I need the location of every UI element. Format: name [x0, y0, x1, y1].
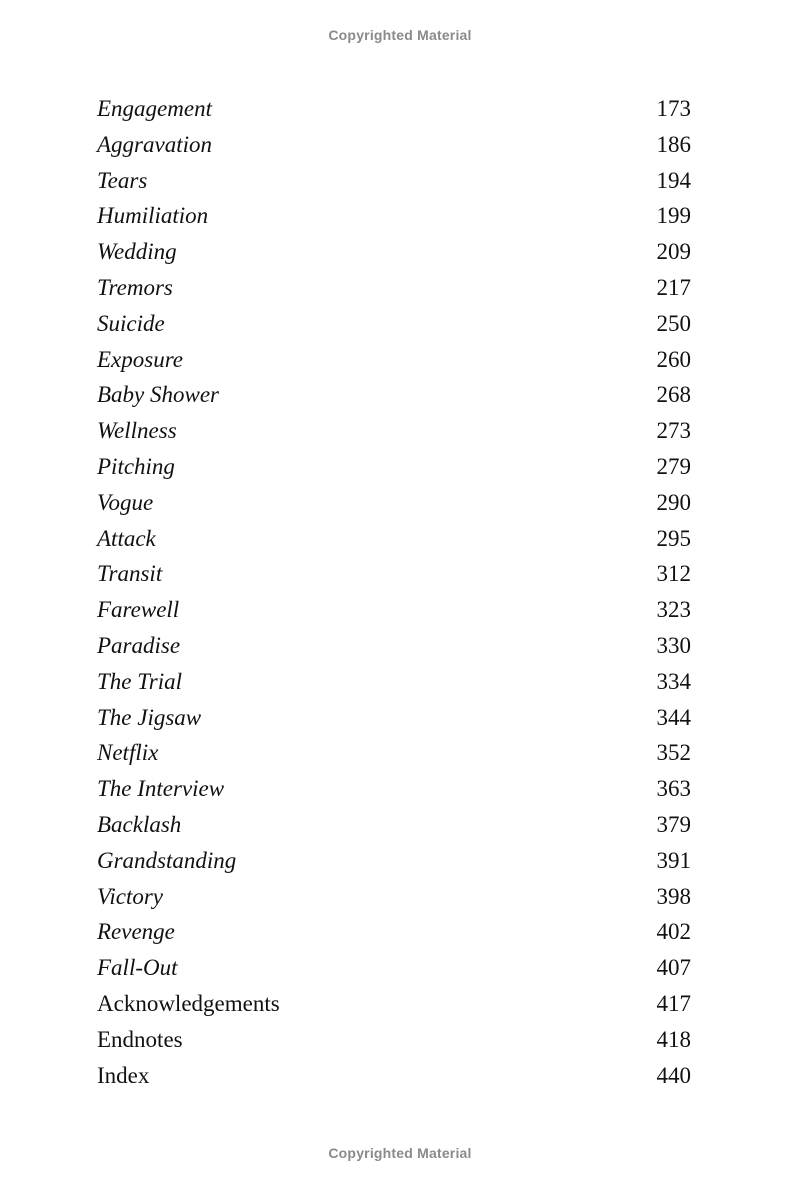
toc-entry-title: Farewell — [97, 597, 180, 623]
toc-entry-page-number: 363 — [656, 776, 691, 802]
toc-entry — [97, 771, 691, 807]
toc-entry — [97, 413, 691, 449]
copyright-watermark-top: Copyrighted Material — [328, 27, 472, 43]
toc-entry-page-number: 217 — [656, 274, 691, 300]
toc-entry — [97, 1022, 691, 1058]
toc-entry-page-number: 391 — [656, 847, 691, 873]
toc-entry-page-number: 379 — [656, 811, 691, 837]
toc-entry — [97, 950, 691, 986]
toc-entry — [97, 556, 691, 592]
toc-entry — [97, 449, 691, 485]
toc-entry-title: Vogue — [97, 489, 154, 515]
toc-entry-title: Wedding — [97, 239, 177, 265]
toc-entry-title: Aggravation — [97, 131, 212, 157]
toc-entry-page-number: 312 — [656, 561, 691, 587]
toc-entry-title: The Trial — [97, 668, 183, 694]
toc-entry-title: Endnotes — [97, 1026, 183, 1052]
toc-entry — [97, 914, 691, 950]
toc-entry — [97, 91, 691, 127]
toc-entry-page-number: 173 — [656, 96, 691, 121]
toc-entry-page-number: 268 — [656, 382, 691, 408]
toc-entry-title: Fall-Out — [97, 955, 178, 981]
toc-entry-page-number: 330 — [656, 632, 691, 658]
toc-entry — [97, 664, 691, 700]
toc-entry-title: Tremors — [97, 274, 173, 300]
toc-entry — [97, 521, 691, 557]
toc-entry-title: Paradise — [97, 632, 181, 658]
toc-entry-title: The Jigsaw — [97, 704, 202, 730]
toc-entry-title: The Interview — [97, 776, 225, 802]
toc-entry-page-number: 417 — [656, 990, 691, 1016]
toc-entry-page-number: 440 — [656, 1062, 691, 1088]
toc-entry-title: Wellness — [97, 418, 177, 444]
toc-entry-page-number: 352 — [656, 740, 691, 766]
toc-entry-page-number: 295 — [656, 525, 691, 551]
toc-entry-page-number: 418 — [656, 1026, 691, 1052]
toc-entry-title: Transit — [97, 561, 163, 587]
table-of-contents — [97, 91, 691, 1093]
toc-entry — [97, 198, 691, 234]
toc-entry-title: Suicide — [97, 310, 165, 336]
toc-entry — [97, 342, 691, 378]
toc-entry-page-number: 186 — [656, 131, 691, 157]
toc-entry-title: Index — [97, 1062, 150, 1088]
toc-entry-title: Exposure — [97, 346, 184, 372]
toc-entry-title: Victory — [97, 883, 163, 909]
toc-entry-title: Baby Shower — [97, 382, 220, 408]
toc-entry-title: Acknowledgements — [97, 990, 280, 1016]
toc-entry — [97, 1058, 691, 1094]
copyright-watermark-bottom: Copyrighted Material — [328, 1145, 472, 1161]
toc-entry-page-number: 407 — [656, 955, 691, 981]
toc-entry-title: Backlash — [97, 811, 182, 837]
toc-entry-title: Revenge — [97, 919, 175, 945]
toc-entry-page-number: 398 — [656, 883, 691, 909]
toc-entry — [97, 807, 691, 843]
toc-entry — [97, 700, 691, 736]
toc-entry-page-number: 344 — [656, 704, 691, 730]
toc-entry-title: Pitching — [97, 453, 175, 479]
toc-entry — [97, 628, 691, 664]
toc-entry — [97, 843, 691, 879]
toc-entry-page-number: 260 — [656, 346, 691, 372]
toc-entry-page-number: 279 — [656, 453, 691, 479]
toc-entry-title: Humiliation — [97, 203, 209, 229]
toc-entry — [97, 270, 691, 306]
toc-entry-page-number: 334 — [656, 668, 691, 694]
toc-entry — [97, 879, 691, 915]
toc-entry-page-number: 209 — [656, 239, 691, 265]
toc-entry-title: Attack — [97, 525, 156, 551]
toc-entry-page-number: 402 — [656, 919, 691, 945]
toc-entry-title: Netflix — [97, 740, 159, 766]
toc-entry — [97, 306, 691, 342]
toc-entry-page-number: 194 — [656, 167, 691, 193]
toc-entry — [97, 377, 691, 413]
toc-entry-title: Tears — [97, 167, 148, 193]
toc-entry-page-number: 199 — [656, 203, 691, 229]
toc-entry-page-number: 290 — [656, 489, 691, 515]
toc-entry — [97, 735, 691, 771]
toc-entry — [97, 592, 691, 628]
toc-entry — [97, 485, 691, 521]
toc-entry-page-number: 250 — [656, 310, 691, 336]
toc-entry — [97, 986, 691, 1022]
toc-entry-title: Grandstanding — [97, 847, 237, 873]
toc-entry-title: Engagement — [97, 96, 212, 121]
toc-entry — [97, 234, 691, 270]
toc-entry-page-number: 273 — [656, 418, 691, 444]
toc-entry — [97, 163, 691, 199]
toc-entry-page-number: 323 — [656, 597, 691, 623]
toc-entry — [97, 127, 691, 163]
